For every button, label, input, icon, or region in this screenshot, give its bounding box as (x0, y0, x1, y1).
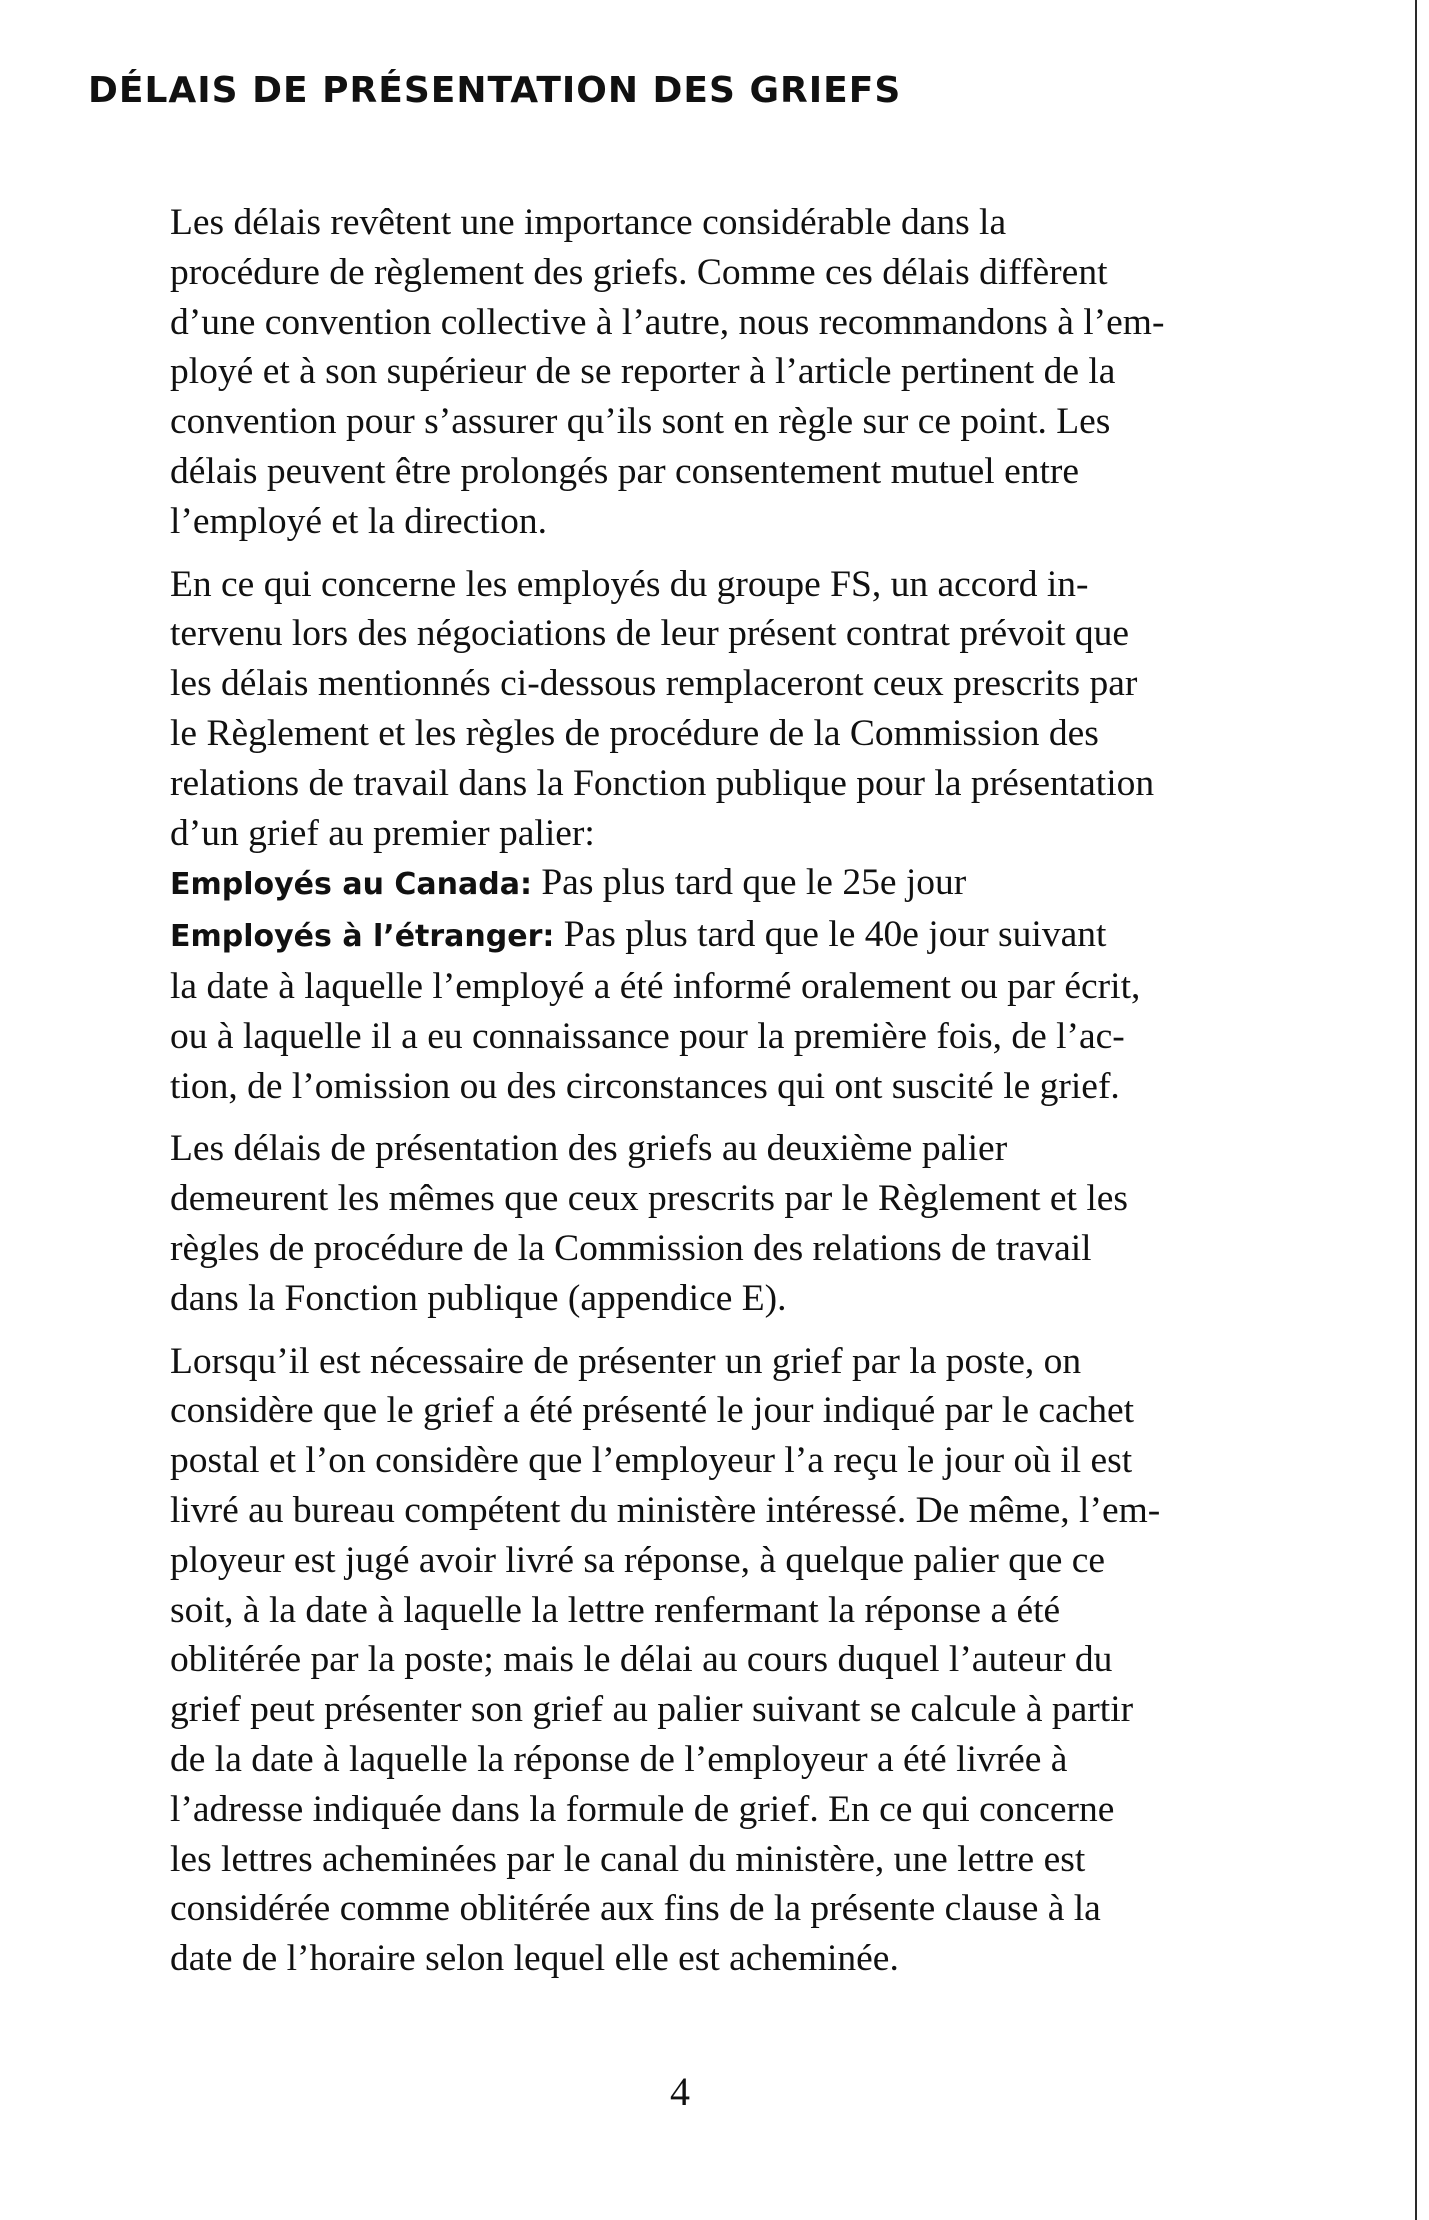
text-line: date de l’horaire selon lequel elle est acheminée. (170, 1938, 899, 1980)
text-line: Les délais revêtent une importance considérable dans la (170, 202, 1007, 243)
paragraph-time-limits (88, 198, 1320, 547)
paragraph-postal-grievance (88, 1337, 1320, 1984)
text-line: convention pour s’assurer qu’ils sont en règle sur ce point. Les (170, 401, 1111, 443)
canada-deadline-line (88, 858, 1320, 910)
text-line: Les délais de présentation des griefs au deuxième palier (170, 1128, 1008, 1170)
canada-deadline-text: Pas plus tard que le 25e jour (541, 862, 967, 904)
text-line: l’adresse indiquée dans la formule de grief. En ce qui concerne (170, 1788, 1115, 1830)
text-line: d’une convention collective à l’autre, nous recommandons à l’em- (170, 301, 1165, 343)
abroad-deadline-line (88, 910, 1320, 962)
text-line: l’employé et la direction. (170, 500, 547, 542)
text-line: ou à laquelle il a eu connaissance pour la première fois, de l’ac- (170, 1015, 1125, 1057)
text-line: la date à laquelle l’employé a été informé oralement ou par écrit, (170, 965, 1141, 1007)
text-line: grief peut présenter son grief au palier suivant se calcule à partir (170, 1689, 1134, 1731)
text-line: les délais mentionnés ci-dessous remplaceront ceux prescrits par (170, 663, 1138, 705)
text-line: relations de travail dans la Fonction publique pour la présentation (170, 762, 1155, 804)
abroad-deadline-text: Pas plus tard que le 40e jour suivant (563, 914, 1107, 956)
text-line: les lettres acheminées par le canal du ministère, une lettre est (170, 1838, 1086, 1880)
text-line: oblitérée par la poste; mais le délai au cours duquel l’auteur du (170, 1639, 1113, 1681)
text-line: tion, de l’omission ou des circonstances qui ont suscité le grief. (170, 1065, 1120, 1107)
text-line: En ce qui concerne les employés du groupe FS, un accord in- (170, 563, 1089, 605)
text-line: ployeur est jugé avoir livré sa réponse, à quelque palier que ce (170, 1539, 1106, 1581)
text-line: procédure de règlement des griefs. Comme ces délais diffèrent (170, 251, 1108, 293)
text-line: livré au bureau compétent du ministère intéressé. De même, l’em- (170, 1489, 1161, 1531)
section-heading: DÉLAIS DE PRÉSENTATION DES GRIEFS (88, 70, 902, 111)
text-line: ployé et à son supérieur de se reporter à l’article pertinent de la (170, 351, 1116, 393)
paragraph-fs-group (88, 560, 1320, 1112)
abroad-label: Employés à l’étranger: (170, 919, 555, 955)
body-text (88, 198, 1320, 1997)
text-line: considérée comme oblitérée aux fins de la présente clause à la (170, 1888, 1101, 1930)
text-line: demeurent les mêmes que ceux prescrits par le Règlement et les (170, 1178, 1128, 1220)
text-line: de la date à laquelle la réponse de l’employeur a été livrée à (170, 1738, 1068, 1780)
paragraph-second-level (88, 1124, 1320, 1323)
page-edge-line (1415, 0, 1417, 2220)
text-line: postal et l’on considère que l’employeur l’a reçu le jour où il est (170, 1440, 1133, 1482)
text-line: dans la Fonction publique (appendice E). (170, 1277, 787, 1319)
page-number: 4 (670, 2069, 690, 2114)
text-line: délais peuvent être prolongés par consentement mutuel entre (170, 450, 1080, 492)
canada-label: Employés au Canada: (170, 867, 532, 903)
text-line: considère que le grief a été présenté le jour indiqué par le cachet (170, 1390, 1135, 1432)
text-line: d’un grief au premier palier: (170, 812, 595, 854)
text-line: Lorsqu’il est nécessaire de présenter un grief par la poste, on (170, 1340, 1082, 1382)
text-line: tervenu lors des négociations de leur présent contrat prévoit que (170, 613, 1130, 655)
text-line: le Règlement et les règles de procédure de la Commission des (170, 712, 1099, 754)
text-line: soit, à la date à laquelle la lettre renfermant la réponse a été (170, 1589, 1061, 1631)
text-line: règles de procédure de la Commission des relations de travail (170, 1227, 1092, 1269)
